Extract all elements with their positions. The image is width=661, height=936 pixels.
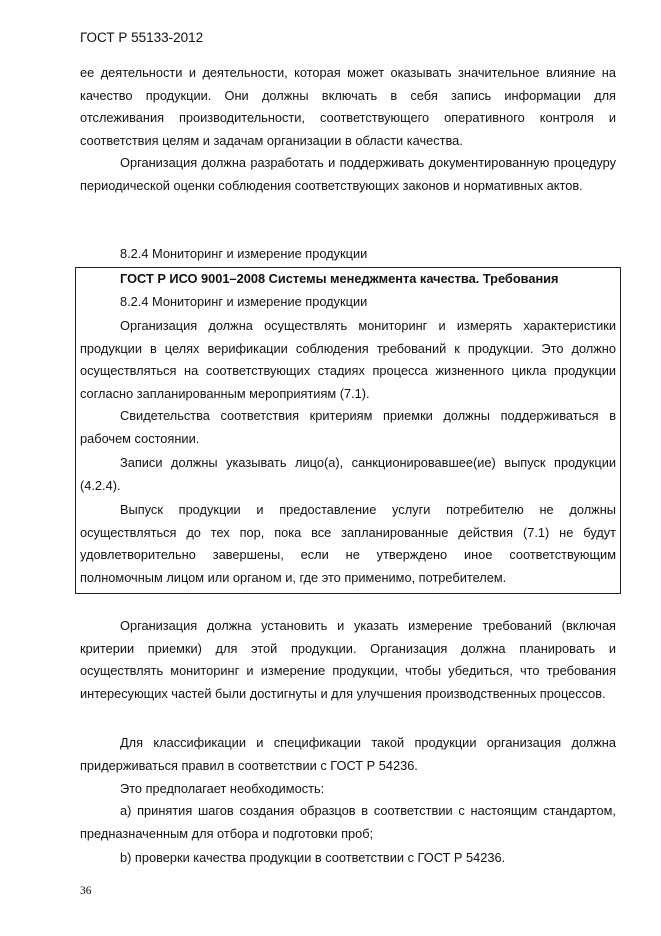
section-heading: 8.2.4 Мониторинг и измерение продукции [120, 246, 368, 261]
body-paragraph-1: Организация должна установить и указать измерение требований (включая критерии приемки) для этой продукции. Организация должна планировать и осуществлять мониторинг и измерение продукции, чтобы убедиться, что требования интересующих частей были достигнуты и для улучшения производственных процессов. [80, 618, 616, 701]
body-paragraph-2: Для классификации и спецификации такой продукции организация должна придерживаться правил в соответствии с ГОСТ Р 54236. [80, 735, 616, 773]
page-number: 36 [80, 885, 92, 897]
quote-box-subheading: 8.2.4 Мониторинг и измерение продукции [120, 294, 368, 309]
list-item-b: b) проверки качества продукции в соответствии с ГОСТ Р 54236. [120, 850, 506, 865]
intro-paragraph-1: ее деятельности и деятельности, которая может оказывать значительное влияние на качество продукции. Они должны включать в себя запись информации для отслеживания производительности, соответствующего оперативного контроля и соответствия целям и задачам организации в области качества. [80, 65, 616, 148]
document-header: ГОСТ Р 55133-2012 [80, 30, 204, 45]
quote-paragraph-1: Организация должна осуществлять мониторинг и измерять характеристики продукции в целях верификации соблюдения требований к продукции. Это должно осуществляться на соответствующих стадиях процесса жизненного цикла продукции согласно запланированным мероприятиям (7.1). [80, 318, 616, 401]
list-item-a: а) принятия шагов создания образцов в соответствии с настоящим стандартом, предназначенным для отбора и подготовки проб; [80, 803, 616, 841]
quote-paragraph-4: Выпуск продукции и предоставление услуги потребителю не должны осуществляться до тех пор, пока все запланированные действия (7.1) не будут удовлетворительно завершены, если не утверждено иное соответствующим полномочным лицом или органом и, где это применимо, потребителем. [80, 502, 616, 585]
quote-paragraph-3: Записи должны указывать лицо(а), санкционировавшее(ие) выпуск продукции (4.2.4). [80, 455, 616, 493]
quote-paragraph-2: Свидетельства соответствия критериям приемки должны поддерживаться в рабочем состоянии. [80, 408, 616, 446]
intro-paragraph-2: Организация должна разработать и поддерживать документированную процедуру периодической оценки соблюдения соответствующих законов и нормативных актов. [80, 155, 616, 193]
body-paragraph-3: Это предполагает необходимость: [120, 781, 325, 796]
quote-box-title: ГОСТ Р ИСО 9001–2008 Системы менеджмента качества. Требования [120, 271, 559, 286]
